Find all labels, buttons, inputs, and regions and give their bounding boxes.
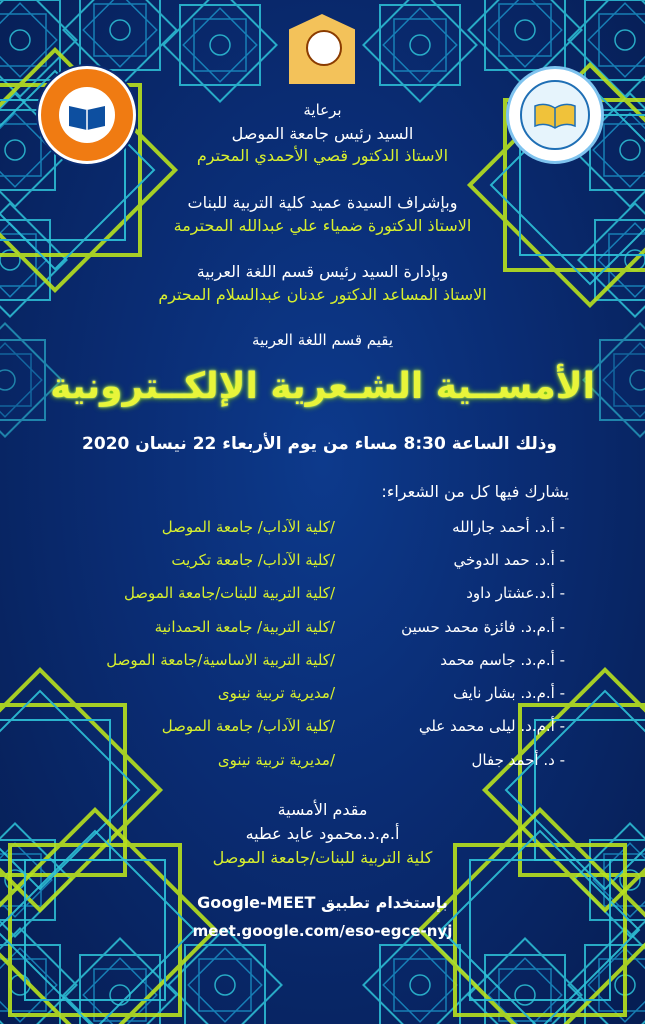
- presenter-name: أ.م.د.محمود عايد عطيه: [245, 824, 400, 843]
- platform-text: بإستخدام تطبيق Google-MEET: [197, 893, 448, 912]
- patronage-line1: السيد رئيس جامعة الموصل: [231, 124, 414, 143]
- presenter-affiliation: كلية التربية للبنات/جامعة الموصل: [212, 848, 433, 867]
- participant-name: - أ.د. حمد الدوخي: [453, 551, 565, 569]
- event-title: الأمســية الشـعرية الإلكــترونية: [50, 366, 595, 407]
- participant-affiliation: /كلية التربية للبنات/جامعة الموصل: [123, 584, 335, 602]
- participant-affiliation: /مديرية تربية نينوى: [217, 751, 335, 769]
- patronage-line2: الاستاذ الدكتور قصي الأحمدي المحترم: [196, 146, 449, 165]
- participant-affiliation: /كلية الآداب/ جامعة تكريت: [171, 551, 335, 569]
- participant-affiliation: /كلية الآداب/ جامعة الموصل: [161, 717, 335, 735]
- event-datetime: وذلك الساعة 8:30 مساء من يوم الأربعاء 22 نيسان 2020: [82, 434, 557, 454]
- participant-name: - أ.م.د. ليلى محمد علي: [418, 717, 565, 735]
- participant-name: - د. أحمد جفال: [471, 751, 565, 769]
- participant-name: - أ.د. أحمد جارالله: [452, 518, 565, 536]
- participant-affiliation: /كلية الآداب/ جامعة الموصل: [161, 518, 335, 536]
- participant-affiliation: /مديرية تربية نينوى: [217, 684, 335, 702]
- management-line2: الاستاذ المساعد الدكتور عدنان عبدالسلام المحترم: [158, 285, 487, 304]
- participants-intro: يشارك فيها كل من الشعراء:: [381, 482, 569, 501]
- participant-affiliation: /كلية التربية الاساسية/جامعة الموصل: [106, 651, 335, 669]
- participant-name: - أ.م.د. بشار نايف: [453, 684, 565, 702]
- meeting-link[interactable]: meet.google.com/eso-egce-nyj: [192, 922, 453, 940]
- organizer-text: يقيم قسم اللغة العربية: [251, 331, 394, 349]
- supervision-line2: الاستاذ الدكتورة ضمياء علي عبدالله المحترمة: [173, 216, 472, 235]
- participant-name: - أ.د.عشتار داود: [466, 584, 565, 602]
- participant-affiliation: /كلية التربية/ جامعة الحمدانية: [154, 618, 335, 636]
- participant-name: - أ.م.د. جاسم محمد: [440, 651, 565, 669]
- patronage-lead: برعاية: [303, 101, 342, 119]
- management-line1: وبإدارة السيد رئيس قسم اللغة العربية: [196, 262, 449, 281]
- supervision-line1: وبإشراف السيدة عميد كلية التربية للبنات: [187, 193, 458, 212]
- participant-name: - أ.م.د. فائزة محمد حسين: [401, 618, 565, 636]
- presenter-label: مقدم الأمسية: [277, 800, 368, 819]
- emblem-icon: [306, 30, 342, 66]
